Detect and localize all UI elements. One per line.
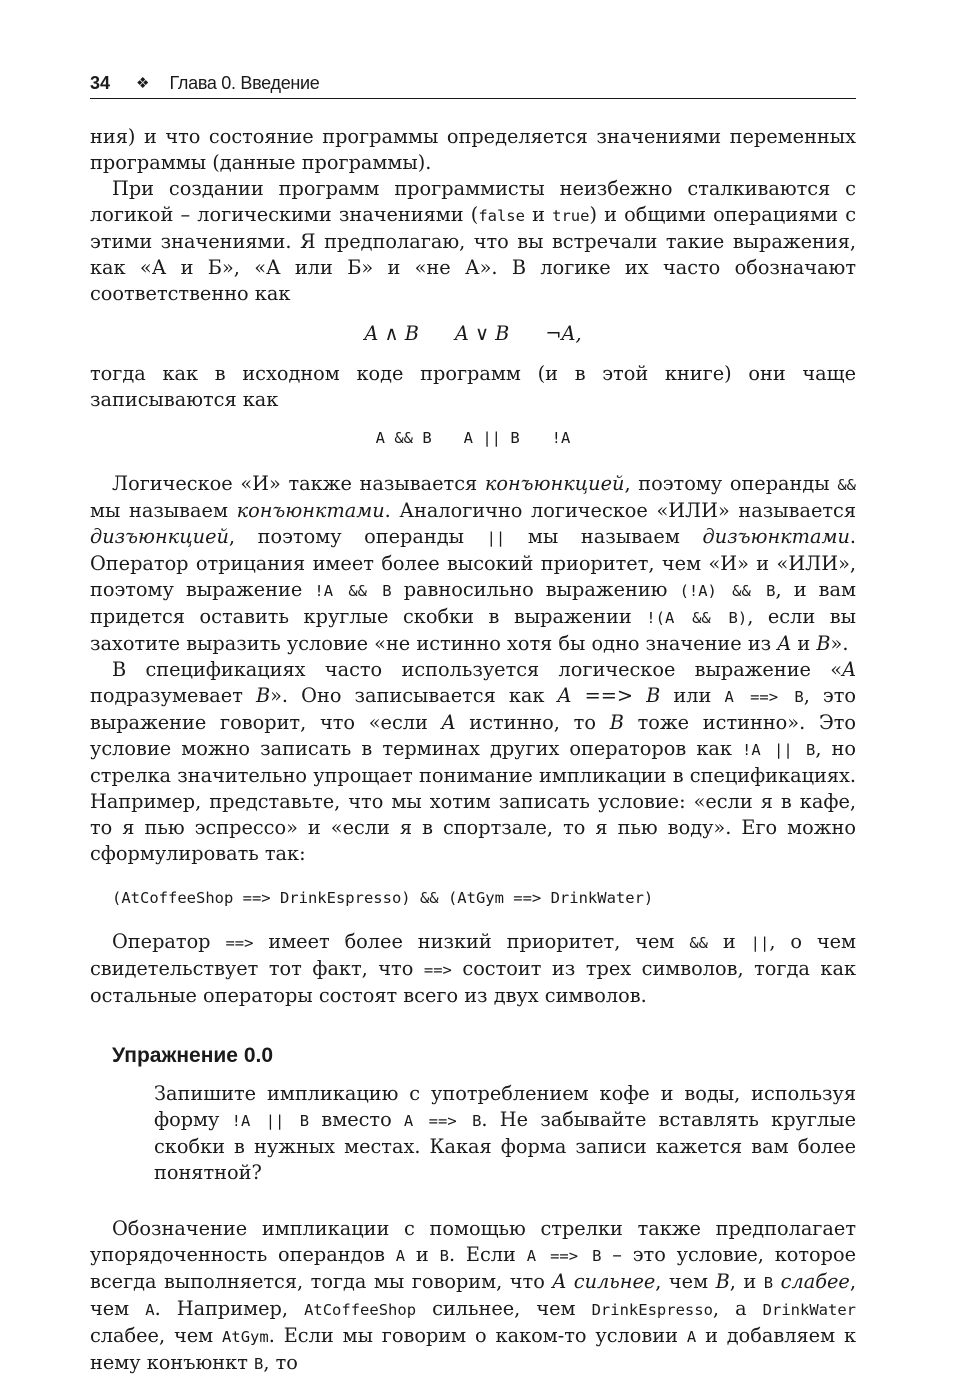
exercise-text: Запишите импликацию с употреблением кофе и воды, используя форму !A || B вместо A ==> B. Не забывайте вставлять круглые скобки в нужных местах. Какая форма записи кажется вам более понятной? (154, 1082, 856, 1184)
formula-and: A ∧ B (364, 322, 419, 345)
formula-or: A ∨ B (454, 322, 510, 345)
paragraph-6: Оператор ==> имеет более низкий приоритет, чем && и ||, о чем свидетельствует тот факт, что ==> состоит из трех символов, тогда как остальные операторы состоят всего из двух символов. (90, 930, 857, 1007)
paragraph-4: Логическое «И» также называется конъюнкцией, поэтому операнды && мы называем конъюнктами. Аналогично логическое «ИЛИ» называется дизъюнкцией, поэтому операнды || мы называем дизъюнктами. Оператор отрицания имеет более высокий приоритет, чем «И» и «ИЛИ», поэтому выражение !A && B равносильно выражению (!A) && B, и вам придется оставить круглые скобки в выражении !(A && B), если вы захотите выразить условие «не истинно хотя бы одно значение из A и B». (90, 472, 857, 655)
formula-not: ¬A, (545, 322, 582, 345)
paragraph-5: В спецификациях часто используется логическое выражение «A подразумевает B». Оно записывается как A ==> B или A ==> B, это выражение говорит, что «если A истинно, то B тоже истинно». Это условие можно записать в терминах других операторов как !A || B, но стрелка значительно упрощает понимание импликации в спецификациях. Например, представьте, что мы хотим записать условие: «если я в кафе, то я пью эспрессо» и «если я в спортзале, то я пью воду». Его можно сформулировать так: (90, 658, 857, 865)
page-body (90, 124, 856, 1377)
code-and: A && B (375, 429, 432, 447)
exercise-title: Упражнение 0.0 (112, 1044, 274, 1067)
ornament-icon: ❖ (136, 75, 150, 92)
formula-math (90, 321, 856, 347)
running-header (90, 68, 856, 99)
code-not: !A (551, 429, 571, 447)
paragraph-3: тогда как в исходном коде программ (и в этой книге) они чаще записываются как (90, 362, 856, 411)
paragraph-2: При создании программ программисты неизбежно сталкиваются с логикой – логическими значениями (false и true) и общими операциями с этими значениями. Я предполагаю, что вы встречали такие выражения, как «А и Б», «А или Б» и «не А». В логике их часто обозначают соответственно как (90, 177, 857, 305)
page-number: 34 (90, 72, 111, 93)
code-example: (AtCoffeeShop ==> DrinkEspresso) && (AtGym ==> DrinkWater) (112, 889, 654, 907)
chapter-title: Глава 0. Введение (169, 72, 320, 93)
code-or: A || B (463, 429, 520, 447)
paragraph-1: ния) и что состояние программы определяется значениями переменных программы (данные программы). (90, 125, 856, 174)
paragraph-7: Обозначение импликации с помощью стрелки также предполагает упорядоченность операндов A и B. Если A ==> B – это условие, которое всегда выполняется, тогда мы говорим, что A сильнее, чем B, и B слабее, чем A. Например, AtCoffeeShop сильнее, чем DrinkEspresso, а DrinkWater слабее, чем AtGym. Если мы говорим о каком-то условии A и добавляем к нему конъюнкт B, то (90, 1217, 856, 1374)
formula-code (90, 425, 856, 451)
